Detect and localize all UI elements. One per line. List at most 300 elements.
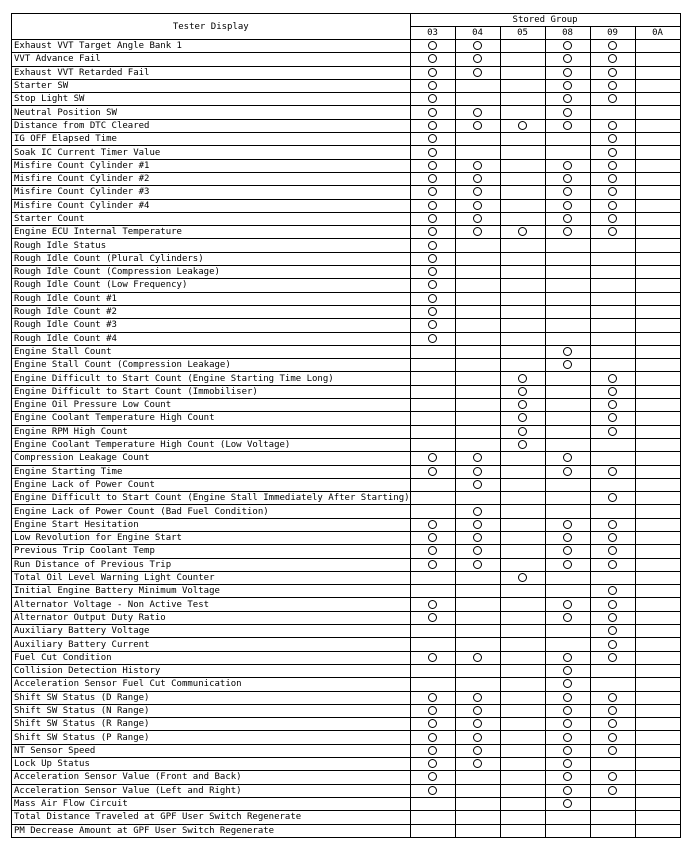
- circle-icon: [428, 560, 437, 569]
- circle-icon: [473, 706, 482, 715]
- group-cell-08: [545, 305, 590, 318]
- group-cell-09: [590, 226, 635, 239]
- group-header-08: 08: [545, 27, 590, 40]
- row-label: Rough Idle Count #2: [12, 305, 411, 318]
- group-cell-0a: [635, 159, 680, 172]
- row-label: Exhaust VVT Retarded Fail: [12, 66, 411, 79]
- group-cell-08: [545, 505, 590, 518]
- table-row: [12, 199, 681, 212]
- group-cell-04: [455, 452, 500, 465]
- group-cell-04: [455, 359, 500, 372]
- group-cell-05: [500, 399, 545, 412]
- group-cell-0a: [635, 638, 680, 651]
- circle-icon: [473, 54, 482, 63]
- table-row: [12, 704, 681, 717]
- circle-icon: [473, 533, 482, 542]
- circle-icon: [608, 81, 617, 90]
- group-cell-0a: [635, 492, 680, 505]
- group-cell-0a: [635, 345, 680, 358]
- group-cell-05: [500, 53, 545, 66]
- circle-icon: [563, 746, 572, 755]
- group-cell-09: [590, 784, 635, 797]
- group-cell-04: [455, 425, 500, 438]
- circle-icon: [563, 161, 572, 170]
- group-cell-05: [500, 452, 545, 465]
- group-cell-04: [455, 571, 500, 584]
- circle-icon: [608, 214, 617, 223]
- row-label: Engine ECU Internal Temperature: [12, 226, 411, 239]
- group-cell-08: [545, 678, 590, 691]
- group-cell-03: [410, 718, 455, 731]
- circle-icon: [428, 187, 437, 196]
- group-cell-03: [410, 611, 455, 624]
- group-cell-0a: [635, 292, 680, 305]
- group-cell-08: [545, 133, 590, 146]
- row-label: Engine Lack of Power Count: [12, 478, 411, 491]
- group-cell-03: [410, 292, 455, 305]
- group-cell-08: [545, 585, 590, 598]
- group-cell-03: [410, 585, 455, 598]
- circle-icon: [563, 108, 572, 117]
- group-cell-09: [590, 611, 635, 624]
- group-cell-09: [590, 66, 635, 79]
- group-cell-09: [590, 79, 635, 92]
- row-label: Engine Stall Count: [12, 345, 411, 358]
- row-label: NT Sensor Speed: [12, 744, 411, 757]
- group-cell-08: [545, 571, 590, 584]
- group-cell-05: [500, 438, 545, 451]
- group-cell-09: [590, 212, 635, 225]
- group-cell-0a: [635, 744, 680, 757]
- group-cell-05: [500, 279, 545, 292]
- table-row: [12, 545, 681, 558]
- circle-icon: [518, 227, 527, 236]
- group-cell-09: [590, 385, 635, 398]
- group-cell-03: [410, 678, 455, 691]
- group-cell-09: [590, 305, 635, 318]
- group-cell-04: [455, 691, 500, 704]
- group-cell-0a: [635, 359, 680, 372]
- group-cell-05: [500, 305, 545, 318]
- group-cell-09: [590, 412, 635, 425]
- group-cell-03: [410, 226, 455, 239]
- circle-icon: [563, 666, 572, 675]
- group-cell-05: [500, 678, 545, 691]
- row-label: Shift SW Status (D Range): [12, 691, 411, 704]
- group-cell-09: [590, 239, 635, 252]
- group-cell-04: [455, 678, 500, 691]
- group-cell-09: [590, 758, 635, 771]
- circle-icon: [473, 746, 482, 755]
- group-cell-0a: [635, 571, 680, 584]
- group-cell-0a: [635, 585, 680, 598]
- circle-icon: [428, 201, 437, 210]
- group-cell-04: [455, 133, 500, 146]
- group-cell-04: [455, 372, 500, 385]
- row-label: Compression Leakage Count: [12, 452, 411, 465]
- circle-icon: [518, 573, 527, 582]
- group-cell-03: [410, 438, 455, 451]
- table-row: [12, 452, 681, 465]
- circle-icon: [608, 134, 617, 143]
- group-cell-05: [500, 292, 545, 305]
- row-label: Engine Starting Time: [12, 465, 411, 478]
- group-header-09: 09: [590, 27, 635, 40]
- group-cell-03: [410, 53, 455, 66]
- group-cell-03: [410, 731, 455, 744]
- circle-icon: [608, 467, 617, 476]
- circle-icon: [608, 560, 617, 569]
- group-cell-03: [410, 625, 455, 638]
- table-row: [12, 824, 681, 837]
- circle-icon: [608, 413, 617, 422]
- circle-icon: [428, 546, 437, 555]
- group-cell-04: [455, 545, 500, 558]
- circle-icon: [608, 533, 617, 542]
- group-cell-0a: [635, 824, 680, 837]
- circle-icon: [428, 733, 437, 742]
- circle-icon: [563, 227, 572, 236]
- group-cell-09: [590, 545, 635, 558]
- group-cell-04: [455, 811, 500, 824]
- table-row: [12, 531, 681, 544]
- table-row: [12, 305, 681, 318]
- circle-icon: [563, 187, 572, 196]
- group-cell-0a: [635, 385, 680, 398]
- circle-icon: [473, 201, 482, 210]
- table-row: [12, 345, 681, 358]
- circle-icon: [563, 520, 572, 529]
- group-cell-03: [410, 811, 455, 824]
- group-cell-04: [455, 478, 500, 491]
- group-cell-03: [410, 478, 455, 491]
- group-cell-05: [500, 412, 545, 425]
- circle-icon: [473, 467, 482, 476]
- table-row: [12, 133, 681, 146]
- group-cell-04: [455, 638, 500, 651]
- group-cell-09: [590, 279, 635, 292]
- group-cell-05: [500, 731, 545, 744]
- group-cell-03: [410, 412, 455, 425]
- circle-icon: [428, 108, 437, 117]
- circle-icon: [608, 54, 617, 63]
- group-cell-03: [410, 598, 455, 611]
- table-row: [12, 279, 681, 292]
- table-row: [12, 186, 681, 199]
- row-label: Engine Oil Pressure Low Count: [12, 399, 411, 412]
- circle-icon: [473, 507, 482, 516]
- group-cell-03: [410, 172, 455, 185]
- table-row: [12, 758, 681, 771]
- group-cell-08: [545, 93, 590, 106]
- group-cell-0a: [635, 319, 680, 332]
- circle-icon: [563, 613, 572, 622]
- group-cell-08: [545, 704, 590, 717]
- group-cell-0a: [635, 625, 680, 638]
- group-cell-05: [500, 811, 545, 824]
- circle-icon: [473, 560, 482, 569]
- group-cell-03: [410, 771, 455, 784]
- circle-icon: [563, 679, 572, 688]
- table-row: [12, 718, 681, 731]
- group-cell-0a: [635, 771, 680, 784]
- group-cell-09: [590, 558, 635, 571]
- group-cell-04: [455, 79, 500, 92]
- table-row: [12, 571, 681, 584]
- row-label: Rough Idle Count (Low Frequency): [12, 279, 411, 292]
- group-cell-05: [500, 385, 545, 398]
- circle-icon: [428, 267, 437, 276]
- group-cell-08: [545, 372, 590, 385]
- group-cell-09: [590, 585, 635, 598]
- group-cell-09: [590, 664, 635, 677]
- group-cell-04: [455, 731, 500, 744]
- table-row: [12, 731, 681, 744]
- group-cell-09: [590, 93, 635, 106]
- group-header-05: 05: [500, 27, 545, 40]
- group-cell-08: [545, 119, 590, 132]
- group-cell-04: [455, 226, 500, 239]
- group-cell-03: [410, 744, 455, 757]
- group-cell-08: [545, 531, 590, 544]
- group-cell-03: [410, 664, 455, 677]
- group-cell-05: [500, 133, 545, 146]
- row-label: Fuel Cut Condition: [12, 651, 411, 664]
- row-label: Collision Detection History: [12, 664, 411, 677]
- group-cell-09: [590, 133, 635, 146]
- circle-icon: [473, 187, 482, 196]
- circle-icon: [428, 68, 437, 77]
- table-row: [12, 40, 681, 53]
- group-cell-05: [500, 758, 545, 771]
- row-label: Stop Light SW: [12, 93, 411, 106]
- group-cell-04: [455, 146, 500, 159]
- group-cell-03: [410, 332, 455, 345]
- group-cell-0a: [635, 611, 680, 624]
- row-label: Engine Coolant Temperature High Count (Low Voltage): [12, 438, 411, 451]
- group-cell-05: [500, 119, 545, 132]
- circle-icon: [608, 400, 617, 409]
- group-cell-09: [590, 678, 635, 691]
- group-cell-03: [410, 252, 455, 265]
- group-cell-04: [455, 239, 500, 252]
- group-cell-03: [410, 704, 455, 717]
- group-cell-05: [500, 505, 545, 518]
- circle-icon: [428, 653, 437, 662]
- table-row: [12, 558, 681, 571]
- group-cell-05: [500, 744, 545, 757]
- group-cell-0a: [635, 545, 680, 558]
- group-cell-08: [545, 292, 590, 305]
- table-row: [12, 399, 681, 412]
- circle-icon: [473, 693, 482, 702]
- circle-icon: [428, 294, 437, 303]
- circle-icon: [473, 733, 482, 742]
- group-cell-08: [545, 425, 590, 438]
- circle-icon: [428, 533, 437, 542]
- table-row: [12, 465, 681, 478]
- group-cell-05: [500, 345, 545, 358]
- group-cell-03: [410, 465, 455, 478]
- group-cell-04: [455, 531, 500, 544]
- circle-icon: [608, 387, 617, 396]
- circle-icon: [608, 493, 617, 502]
- row-label: Misfire Count Cylinder #3: [12, 186, 411, 199]
- group-cell-03: [410, 359, 455, 372]
- circle-icon: [473, 719, 482, 728]
- group-cell-09: [590, 771, 635, 784]
- group-cell-05: [500, 359, 545, 372]
- group-cell-09: [590, 372, 635, 385]
- group-cell-04: [455, 824, 500, 837]
- circle-icon: [563, 174, 572, 183]
- group-cell-04: [455, 505, 500, 518]
- group-cell-08: [545, 691, 590, 704]
- group-cell-08: [545, 252, 590, 265]
- group-cell-08: [545, 452, 590, 465]
- group-cell-05: [500, 40, 545, 53]
- stored-group-table-container: [11, 13, 681, 838]
- group-cell-08: [545, 399, 590, 412]
- row-label: Engine Difficult to Start Count (Engine Starting Time Long): [12, 372, 411, 385]
- circle-icon: [428, 772, 437, 781]
- row-label: Misfire Count Cylinder #1: [12, 159, 411, 172]
- circle-icon: [428, 41, 437, 50]
- group-cell-05: [500, 784, 545, 797]
- group-cell-03: [410, 531, 455, 544]
- table-row: [12, 359, 681, 372]
- circle-icon: [563, 453, 572, 462]
- group-cell-04: [455, 412, 500, 425]
- circle-icon: [428, 134, 437, 143]
- table-row: [12, 93, 681, 106]
- group-cell-08: [545, 79, 590, 92]
- row-label: Total Distance Traveled at GPF User Switch Regenerate: [12, 811, 411, 824]
- group-cell-0a: [635, 758, 680, 771]
- row-label: IG OFF Elapsed Time: [12, 133, 411, 146]
- group-cell-08: [545, 226, 590, 239]
- circle-icon: [563, 759, 572, 768]
- row-label: Initial Engine Battery Minimum Voltage: [12, 585, 411, 598]
- group-cell-03: [410, 93, 455, 106]
- table-row: [12, 638, 681, 651]
- row-label: Misfire Count Cylinder #4: [12, 199, 411, 212]
- group-cell-09: [590, 744, 635, 757]
- group-cell-03: [410, 106, 455, 119]
- table-row: [12, 266, 681, 279]
- group-cell-08: [545, 797, 590, 810]
- circle-icon: [518, 427, 527, 436]
- circle-icon: [608, 374, 617, 383]
- circle-icon: [473, 227, 482, 236]
- row-label: PM Decrease Amount at GPF User Switch Regenerate: [12, 824, 411, 837]
- group-cell-05: [500, 106, 545, 119]
- group-cell-05: [500, 611, 545, 624]
- group-cell-05: [500, 332, 545, 345]
- group-cell-08: [545, 598, 590, 611]
- group-cell-0a: [635, 651, 680, 664]
- row-label: VVT Advance Fail: [12, 53, 411, 66]
- group-cell-08: [545, 611, 590, 624]
- group-cell-04: [455, 199, 500, 212]
- group-cell-04: [455, 492, 500, 505]
- circle-icon: [428, 759, 437, 768]
- group-cell-03: [410, 119, 455, 132]
- row-label: Shift SW Status (P Range): [12, 731, 411, 744]
- circle-icon: [608, 41, 617, 50]
- group-cell-09: [590, 319, 635, 332]
- row-label: Engine Difficult to Start Count (Immobiliser): [12, 385, 411, 398]
- circle-icon: [428, 161, 437, 170]
- table-row: [12, 212, 681, 225]
- group-cell-09: [590, 252, 635, 265]
- group-cell-05: [500, 146, 545, 159]
- circle-icon: [608, 706, 617, 715]
- circle-icon: [563, 719, 572, 728]
- table-row: [12, 159, 681, 172]
- circle-icon: [428, 320, 437, 329]
- circle-icon: [608, 719, 617, 728]
- group-cell-08: [545, 638, 590, 651]
- group-cell-08: [545, 625, 590, 638]
- circle-icon: [428, 54, 437, 63]
- group-cell-0a: [635, 811, 680, 824]
- row-label: Engine RPM High Count: [12, 425, 411, 438]
- group-cell-09: [590, 492, 635, 505]
- circle-icon: [428, 453, 437, 462]
- table-row: [12, 744, 681, 757]
- group-cell-04: [455, 212, 500, 225]
- group-cell-08: [545, 385, 590, 398]
- table-row: [12, 66, 681, 79]
- group-cell-0a: [635, 598, 680, 611]
- row-label: Rough Idle Count (Plural Cylinders): [12, 252, 411, 265]
- group-cell-05: [500, 797, 545, 810]
- circle-icon: [563, 653, 572, 662]
- group-cell-09: [590, 40, 635, 53]
- group-cell-03: [410, 186, 455, 199]
- group-cell-0a: [635, 465, 680, 478]
- table-row: [12, 319, 681, 332]
- row-label: Engine Difficult to Start Count (Engine Stall Immediately After Starting): [12, 492, 411, 505]
- group-cell-0a: [635, 731, 680, 744]
- group-cell-03: [410, 345, 455, 358]
- group-cell-0a: [635, 425, 680, 438]
- group-cell-09: [590, 518, 635, 531]
- circle-icon: [608, 161, 617, 170]
- group-cell-05: [500, 718, 545, 731]
- circle-icon: [608, 520, 617, 529]
- group-cell-08: [545, 279, 590, 292]
- group-cell-05: [500, 824, 545, 837]
- group-cell-03: [410, 691, 455, 704]
- table-row: [12, 478, 681, 491]
- circle-icon: [428, 214, 437, 223]
- table-row: [12, 651, 681, 664]
- group-cell-0a: [635, 558, 680, 571]
- group-cell-03: [410, 279, 455, 292]
- group-cell-05: [500, 425, 545, 438]
- group-cell-04: [455, 718, 500, 731]
- group-cell-08: [545, 651, 590, 664]
- group-cell-03: [410, 159, 455, 172]
- circle-icon: [428, 174, 437, 183]
- group-cell-04: [455, 399, 500, 412]
- circle-icon: [473, 520, 482, 529]
- circle-icon: [608, 640, 617, 649]
- group-cell-04: [455, 704, 500, 717]
- circle-icon: [473, 214, 482, 223]
